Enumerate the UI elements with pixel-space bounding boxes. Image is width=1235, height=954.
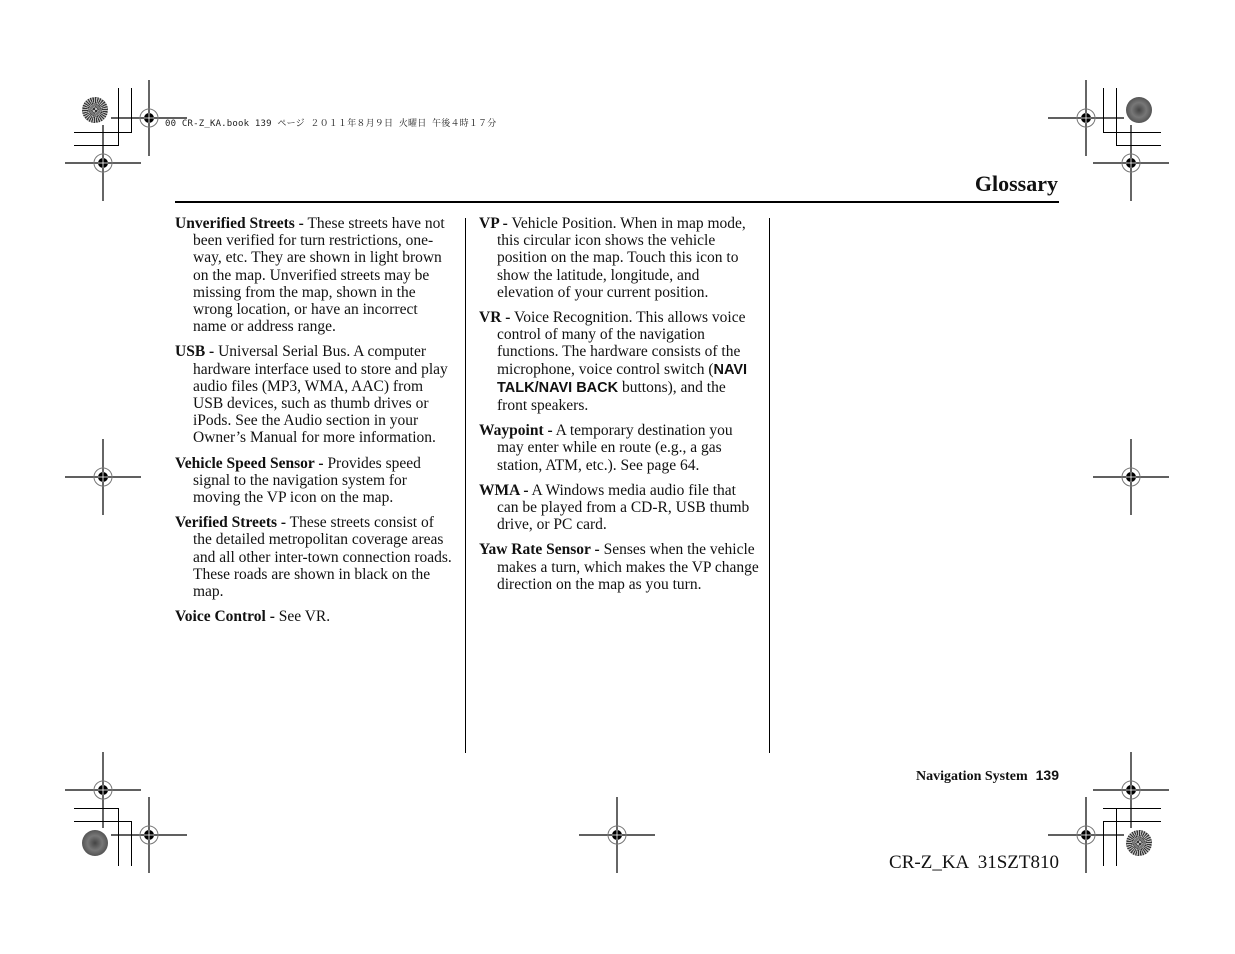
glossary-column-1 — [175, 215, 455, 633]
glossary-definition: Vehicle Position. When in map mode, this circular icon shows the vehicle position on the map. Touch this icon to show the latitude, longitude, and elevation of your current position. — [497, 215, 746, 301]
document-code: CR-Z_KA 31SZT810 — [889, 852, 1059, 873]
page-title: Glossary — [974, 171, 1058, 196]
glossary-definition: A Windows media audio file that can be played from a CD-R, USB thumb drive, or PC card. — [497, 481, 750, 534]
glossary-entry — [175, 455, 455, 507]
glossary-term: Waypoint - — [479, 422, 553, 440]
glossary-term: Verified Streets - — [175, 514, 287, 532]
column-divider — [769, 218, 770, 753]
glossary-entry — [479, 482, 759, 534]
glossary-term: Unverified Streets - — [175, 215, 304, 232]
glossary-definition: Universal Serial Bus. A computer hardware interface used to store and play audio files (MP3, WMA, AAC) from USB devices, such as thumb drives or iPods. See the Audio section in your Owner’s Manual for more information. — [193, 343, 448, 447]
glossary-definition: Voice Recognition. This allows voice control of many of the navigation functions. The hardware consists of the microphone, voice control switch ( — [497, 309, 746, 378]
glossary-term: Yaw Rate Sensor - — [479, 541, 600, 559]
glossary-definition: These streets consist of the detailed metropolitan coverage areas and all other inter-town connection roads. These roads are shown in black on the map. — [193, 514, 452, 601]
glossary-entry — [479, 541, 759, 593]
glossary-entry — [479, 309, 759, 414]
glossary-term: USB - — [175, 343, 215, 361]
glossary-term: Vehicle Speed Sensor - — [175, 454, 324, 472]
glossary-entry — [479, 422, 759, 474]
glossary-entry — [175, 608, 455, 625]
button-name-label: NAVI TALK/NAVI BACK — [497, 361, 748, 396]
glossary-term: Voice Control - — [175, 608, 275, 626]
glossary-definition: A temporary destination you may enter while en route (e.g., a gas station, ATM, etc.). See page 64. — [497, 422, 733, 474]
page-number: 139 — [1035, 767, 1059, 783]
glossary-definition: These streets have not been verified for turn restrictions, one-way, etc. They are shown in light brown on the map. Unverified streets may be missing from the map, shown in the wrong location, or have an incorrect name or address range. — [193, 215, 445, 336]
glossary-term: WMA - — [479, 481, 529, 499]
column-divider — [465, 218, 466, 753]
glossary-entry — [175, 215, 455, 335]
glossary-entry — [479, 215, 759, 301]
glossary-term: VR - — [479, 309, 511, 327]
glossary-definition: buttons), and the front speakers. — [497, 378, 726, 415]
footer-section-name: Navigation System — [916, 769, 1028, 784]
glossary-entry — [175, 514, 455, 600]
page-footer — [916, 767, 1059, 785]
print-metadata: 00 CR-Z_KA.book 139 ページ ２０１１年８月９日 火曜日 午後４時１７分 — [165, 119, 497, 129]
glossary-column-2 — [479, 215, 759, 601]
glossary-term: VP - — [479, 215, 508, 232]
glossary-definition: Provides speed signal to the navigation system for moving the VP icon on the map. — [193, 454, 421, 507]
glossary-definition: Senses when the vehicle makes a turn, which makes the VP change direction on the map as you turn. — [497, 541, 759, 593]
glossary-definition: See VR. — [274, 608, 331, 626]
glossary-entry — [175, 343, 455, 446]
title-rule — [175, 201, 1059, 203]
